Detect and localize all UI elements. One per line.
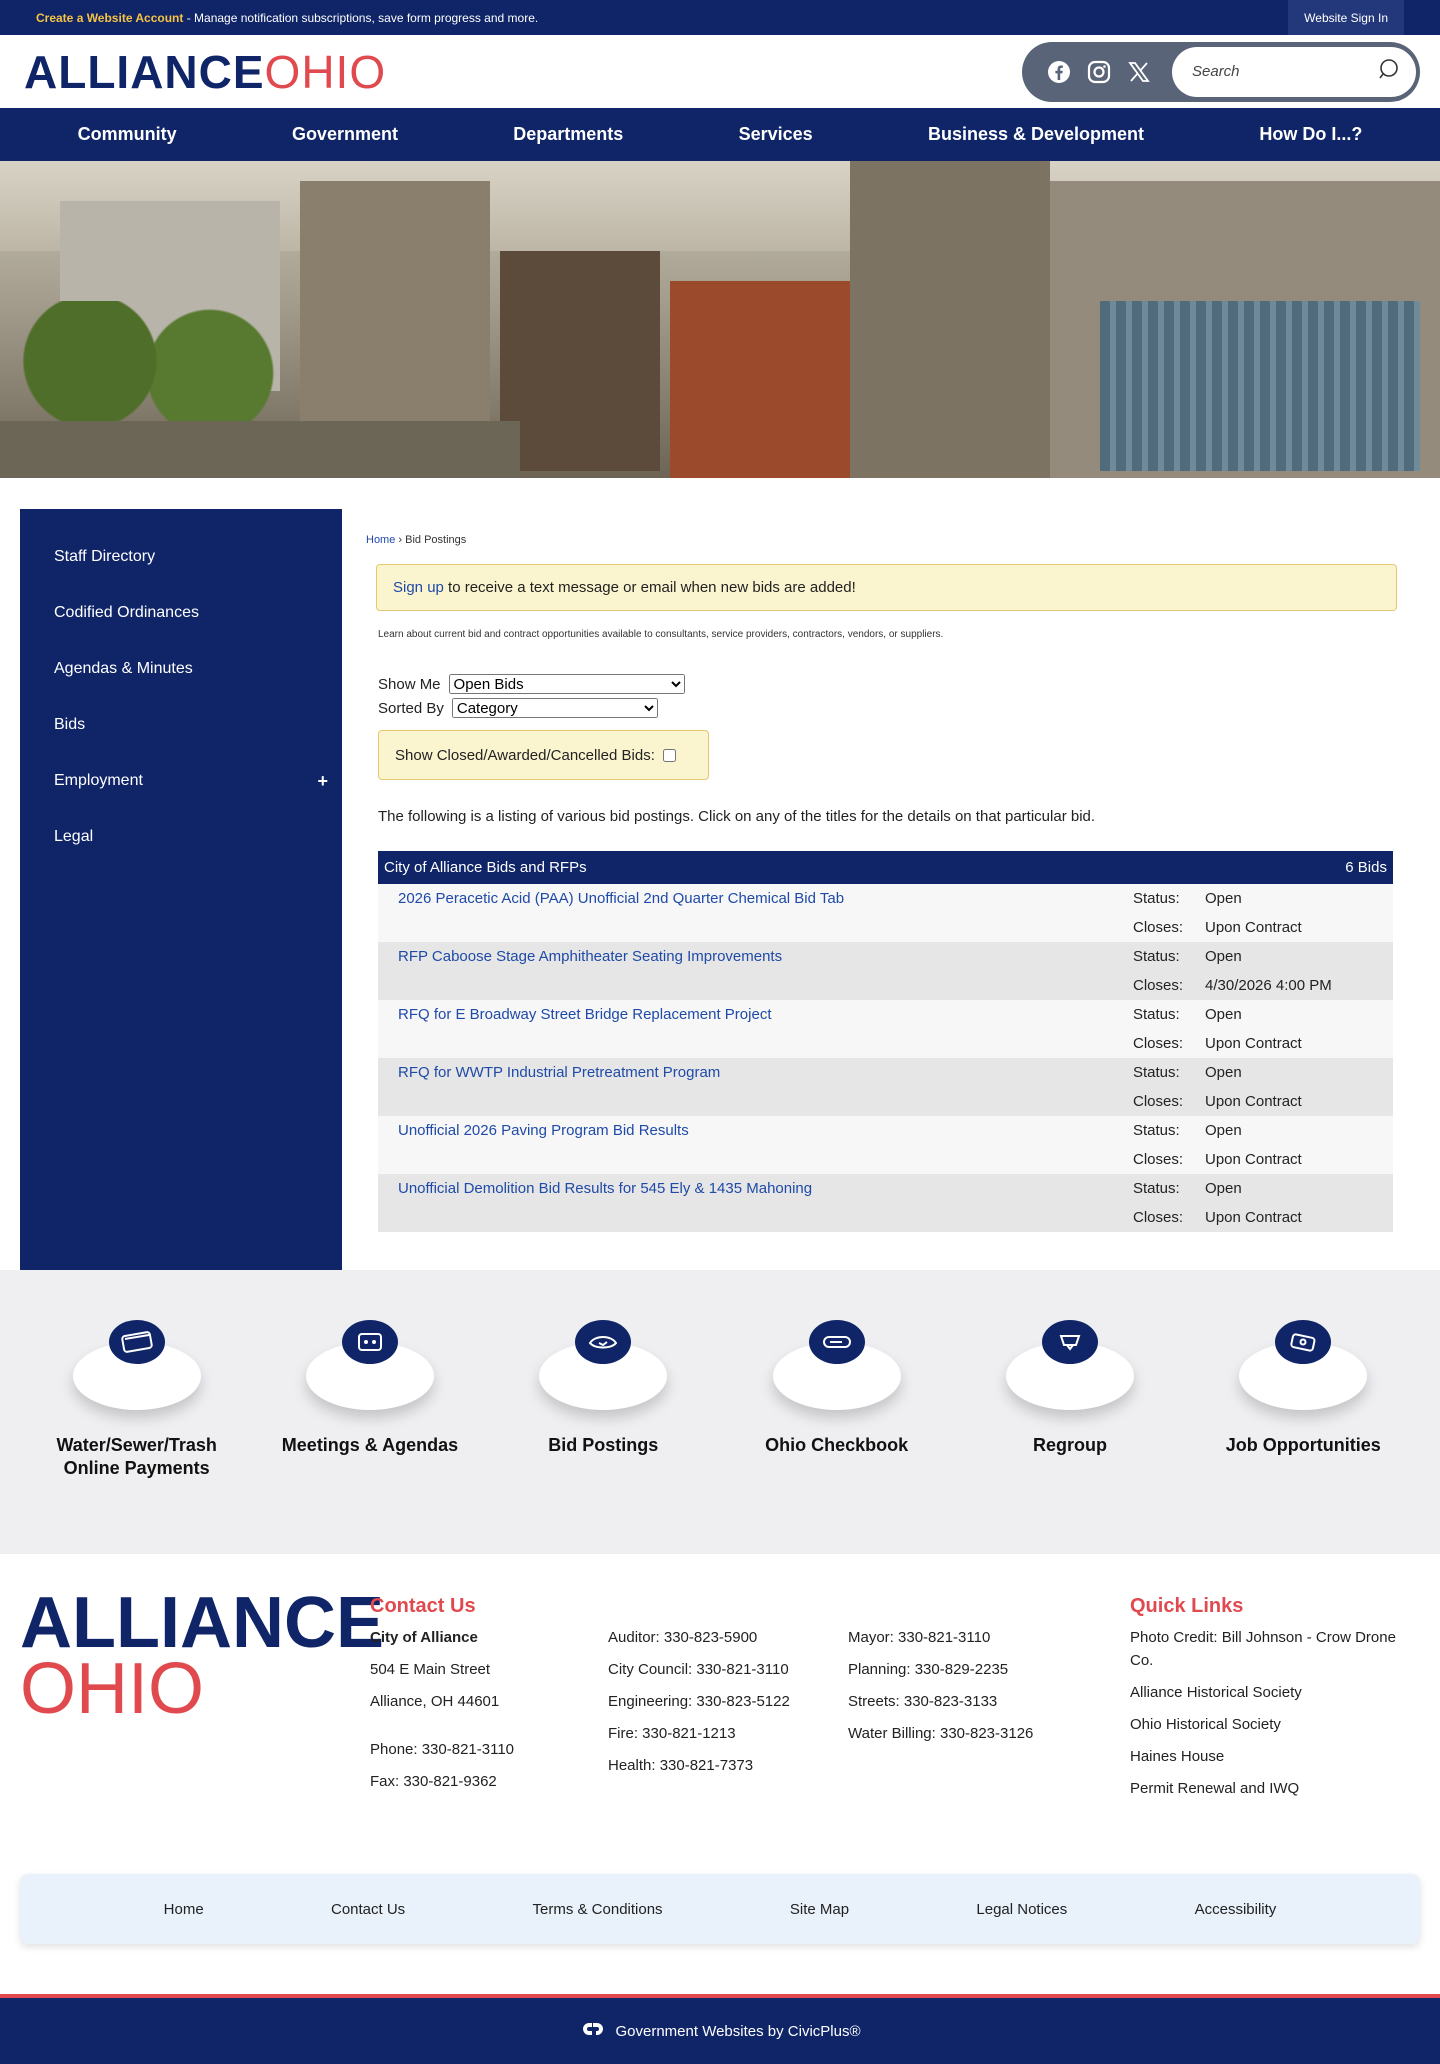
status-value: Open: [1205, 1006, 1242, 1023]
table-row: [378, 1000, 1393, 1058]
top-bar: [0, 0, 1440, 35]
website-sign-in-button[interactable]: Website Sign In: [1288, 0, 1404, 35]
credit-card-icon: [73, 1320, 201, 1412]
status-value: Open: [1205, 890, 1242, 907]
contact-engineering: Engineering: 330-823-5122: [608, 1693, 790, 1710]
nav-how-do-i[interactable]: How Do I...?: [1259, 124, 1363, 144]
bids-category-title: City of Alliance Bids and RFPs: [384, 859, 587, 876]
x-icon[interactable]: [1124, 57, 1154, 87]
footer-nav-legal-notices[interactable]: Legal Notices: [976, 1900, 1068, 1918]
status-value: Open: [1205, 948, 1242, 965]
create-account-text: - Manage notification subscriptions, save form progress and more.: [183, 10, 539, 25]
closes-value: Upon Contract: [1205, 919, 1302, 936]
contact-planning: Planning: 330-829-2235: [848, 1661, 1009, 1678]
instagram-icon[interactable]: [1084, 57, 1114, 87]
site-logo[interactable]: [24, 45, 386, 99]
quick-link-label: Meetings & Agendas: [281, 1435, 459, 1455]
closes-value: 4/30/2026 4:00 PM: [1205, 977, 1332, 994]
bid-title-link[interactable]: RFQ for WWTP Industrial Pretreatment Program: [398, 1064, 721, 1081]
listing-description: The following is a listing of various bid postings. Click on any of the titles for the details on that particular bid.: [378, 808, 1096, 825]
nav-business-development[interactable]: Business & Development: [927, 124, 1145, 144]
sidebar-item-codified-ordinances[interactable]: [20, 585, 342, 641]
sidebar-item-staff-directory[interactable]: [20, 529, 342, 585]
closes-value: Upon Contract: [1205, 1093, 1302, 1110]
bid-title-link[interactable]: 2026 Peracetic Acid (PAA) Unofficial 2nd Quarter Chemical Bid Tab: [398, 890, 845, 907]
footer-nav-home[interactable]: Home: [163, 1900, 204, 1918]
quick-link-label: Regroup: [1032, 1435, 1107, 1455]
contact-phone: Phone: 330-821-3110: [370, 1741, 515, 1758]
contact-fax: Fax: 330-821-9362: [370, 1773, 497, 1790]
quick-links-section: [0, 1270, 1440, 1554]
sidebar-item-label: Codified Ordinances: [54, 604, 199, 621]
create-account-link[interactable]: Create a Website Account: [36, 10, 184, 25]
quick-link-ohio-checkbook[interactable]: [737, 1320, 937, 1554]
hero-banner-image: [0, 161, 1440, 478]
contact-column: [370, 1590, 608, 1874]
sidebar-item-label: Employment: [54, 772, 143, 789]
status-value: Open: [1205, 1180, 1242, 1197]
closes-label: Closes:: [1133, 1151, 1184, 1168]
sorted-by-select[interactable]: [452, 698, 658, 718]
nav-community[interactable]: Community: [77, 124, 177, 144]
footer-spacer: [0, 1944, 1440, 1994]
breadcrumb: [366, 534, 1396, 546]
logo-alliance: ALLIANCE: [24, 45, 265, 98]
quick-link-label: Ohio Checkbook: [765, 1435, 909, 1455]
table-row: [378, 884, 1393, 942]
status-label: Status:: [1133, 1122, 1180, 1139]
bid-filters: [378, 672, 1396, 720]
footer-nav-site-map[interactable]: Site Map: [789, 1900, 850, 1918]
contact-spacer: [370, 1718, 608, 1734]
closes-value: Upon Contract: [1205, 1209, 1302, 1226]
status-label: Status:: [1133, 890, 1180, 907]
footer-quick-link-haines-house[interactable]: Haines House: [1130, 1748, 1225, 1765]
closes-label: Closes:: [1133, 1093, 1184, 1110]
show-closed-label: Show Closed/Awarded/Cancelled Bids:: [395, 746, 655, 764]
departments-column-1: [608, 1590, 848, 1874]
sorted-by-row: [378, 696, 1396, 720]
contact-auditor: Auditor: 330-823-5900: [608, 1629, 758, 1646]
header-tools: [1022, 42, 1420, 102]
expand-icon[interactable]: +: [317, 770, 328, 791]
facebook-icon[interactable]: [1044, 57, 1074, 87]
contact-water-billing: Water Billing: 330-823-3126: [848, 1725, 1034, 1742]
checkbook-icon: [773, 1320, 901, 1412]
contact-address-line2: Alliance, OH 44601: [370, 1693, 500, 1710]
quick-link-label: Bid Postings: [548, 1435, 659, 1455]
breadcrumb-separator: ›: [395, 534, 406, 546]
bids-table-header: [378, 851, 1393, 884]
logo-ohio: OHIO: [264, 45, 387, 98]
search-input[interactable]: [1192, 63, 1372, 80]
breadcrumb-home-link[interactable]: Home: [366, 534, 396, 546]
main-area: [0, 478, 1440, 1270]
footer-quick-link-photo-credit[interactable]: Photo Credit: Bill Johnson - Crow Drone Co.: [1130, 1629, 1396, 1669]
sidebar-item-agendas-minutes[interactable]: [20, 641, 342, 697]
status-value: Open: [1205, 1122, 1242, 1139]
footer-nav-terms[interactable]: Terms & Conditions: [532, 1900, 663, 1918]
powered-by-text: [615, 2023, 860, 2040]
footer-quick-link-historical-society[interactable]: Alliance Historical Society: [1130, 1684, 1302, 1701]
signup-notice-text: to receive a text message or email when new bids are added!: [443, 579, 856, 596]
sidebar-item-label: Staff Directory: [54, 548, 156, 565]
sidebar-item-employment[interactable]: [20, 753, 342, 809]
breadcrumb-current: Bid Postings: [405, 534, 467, 546]
nav-government[interactable]: Government: [291, 124, 398, 144]
closes-value: Upon Contract: [1205, 1035, 1302, 1052]
bid-title-link[interactable]: RFQ for E Broadway Street Bridge Replacement Project: [398, 1006, 772, 1023]
sidebar: [20, 509, 342, 1270]
alert-icon: [1006, 1320, 1134, 1412]
footer-logo-alliance: ALLIANCE: [20, 1583, 384, 1663]
sidebar-item-bids[interactable]: [20, 697, 342, 753]
closes-label: Closes:: [1133, 977, 1184, 994]
table-row: [378, 942, 1393, 1000]
show-me-row: [378, 672, 1396, 696]
table-row: [378, 1116, 1393, 1174]
quick-link-meetings-agendas[interactable]: [270, 1320, 470, 1554]
footer-quick-link-ohio-historical[interactable]: Ohio Historical Society: [1130, 1716, 1281, 1733]
bids-table: [378, 851, 1393, 1232]
footer-nav: [20, 1874, 1420, 1944]
search-box: [1172, 47, 1416, 97]
footer-nav-contact-us[interactable]: Contact Us: [330, 1900, 406, 1918]
powered-by-bar: [0, 1998, 1440, 2064]
sidebar-item-label: Agendas & Minutes: [54, 660, 193, 677]
create-account-notice: [36, 11, 538, 25]
quick-link-label: Water/Sewer/Trash Online Payments: [56, 1435, 217, 1478]
handshake-icon: [539, 1320, 667, 1412]
quick-links-column: [1130, 1590, 1420, 1874]
footer-logo[interactable]: [20, 1583, 384, 1874]
closes-label: Closes:: [1133, 919, 1184, 936]
bids-rows: [378, 884, 1393, 1232]
quick-links-heading: Quick Links: [1130, 1595, 1244, 1617]
quick-link-regroup[interactable]: [970, 1320, 1170, 1554]
quick-link-job-opportunities[interactable]: [1203, 1320, 1403, 1554]
show-closed-checkbox[interactable]: [663, 749, 676, 762]
sidebar-item-label: Legal: [54, 828, 94, 845]
quick-link-bid-postings[interactable]: [503, 1320, 703, 1554]
status-label: Status:: [1133, 1006, 1180, 1023]
signup-notice: [376, 564, 1397, 611]
sorted-by-label: Sorted By: [378, 699, 444, 717]
sidebar-item-label: Bids: [54, 716, 86, 733]
contact-address-line1: 504 E Main Street: [370, 1661, 491, 1678]
quick-link-label: Job Opportunities: [1225, 1435, 1381, 1455]
bid-title-link[interactable]: Unofficial Demolition Bid Results for 545 Ely & 1435 Mahoning: [398, 1180, 813, 1197]
contact-us-heading: Contact Us: [370, 1595, 476, 1617]
main-nav: [0, 108, 1440, 161]
footer-quick-link-permit-renewal[interactable]: Permit Renewal and IWQ: [1130, 1780, 1300, 1797]
bids-count: 6 Bids: [1345, 859, 1387, 876]
meeting-icon: [306, 1320, 434, 1412]
sign-up-link[interactable]: Sign up: [393, 579, 444, 596]
intro-text: Learn about current bid and contract opportunities available to consultants, service providers, contractors, vendors, or suppliers.: [378, 629, 944, 640]
closes-label: Closes:: [1133, 1209, 1184, 1226]
show-closed-box: [378, 730, 709, 780]
contact-mayor: Mayor: 330-821-3110: [848, 1629, 991, 1646]
table-row: [378, 1058, 1393, 1116]
bid-title-link[interactable]: RFP Caboose Stage Amphitheater Seating Improvements: [398, 948, 783, 965]
sidebar-item-legal[interactable]: [20, 809, 342, 865]
contact-org: City of Alliance: [370, 1629, 478, 1646]
site-header: [0, 35, 1440, 108]
nav-services[interactable]: Services: [738, 124, 813, 144]
footer-logo-ohio: OHIO: [20, 1649, 205, 1729]
powered-by-label: Government Websites by: [615, 2022, 788, 2040]
footer-nav-accessibility[interactable]: Accessibility: [1194, 1900, 1277, 1918]
status-value: Open: [1205, 1064, 1242, 1081]
show-me-select[interactable]: [449, 674, 685, 694]
civicplus-link[interactable]: CivicPlus®: [787, 2022, 861, 2040]
bid-title-link[interactable]: Unofficial 2026 Paving Program Bid Results: [398, 1122, 689, 1139]
status-label: Status:: [1133, 1180, 1180, 1197]
contact-city-council: City Council: 330-821-3110: [608, 1661, 789, 1678]
contact-streets: Streets: 330-823-3133: [848, 1693, 998, 1710]
status-label: Status:: [1133, 948, 1180, 965]
contact-fire: Fire: 330-821-1213: [608, 1725, 736, 1742]
show-me-label: Show Me: [378, 675, 441, 693]
search-icon[interactable]: [1378, 58, 1400, 85]
briefcase-icon: [1239, 1320, 1367, 1412]
nav-departments[interactable]: Departments: [513, 124, 624, 144]
closes-value: Upon Contract: [1205, 1151, 1302, 1168]
quick-link-water-payments[interactable]: [37, 1320, 237, 1554]
departments-column-2: [848, 1590, 1130, 1874]
closes-label: Closes:: [1133, 1035, 1184, 1052]
status-label: Status:: [1133, 1064, 1180, 1081]
site-footer: [0, 1554, 1440, 1874]
content: [342, 509, 1420, 1270]
table-row: [378, 1174, 1393, 1232]
contact-health: Health: 330-821-7373: [608, 1757, 754, 1774]
civicplus-icon: [579, 2021, 605, 2041]
